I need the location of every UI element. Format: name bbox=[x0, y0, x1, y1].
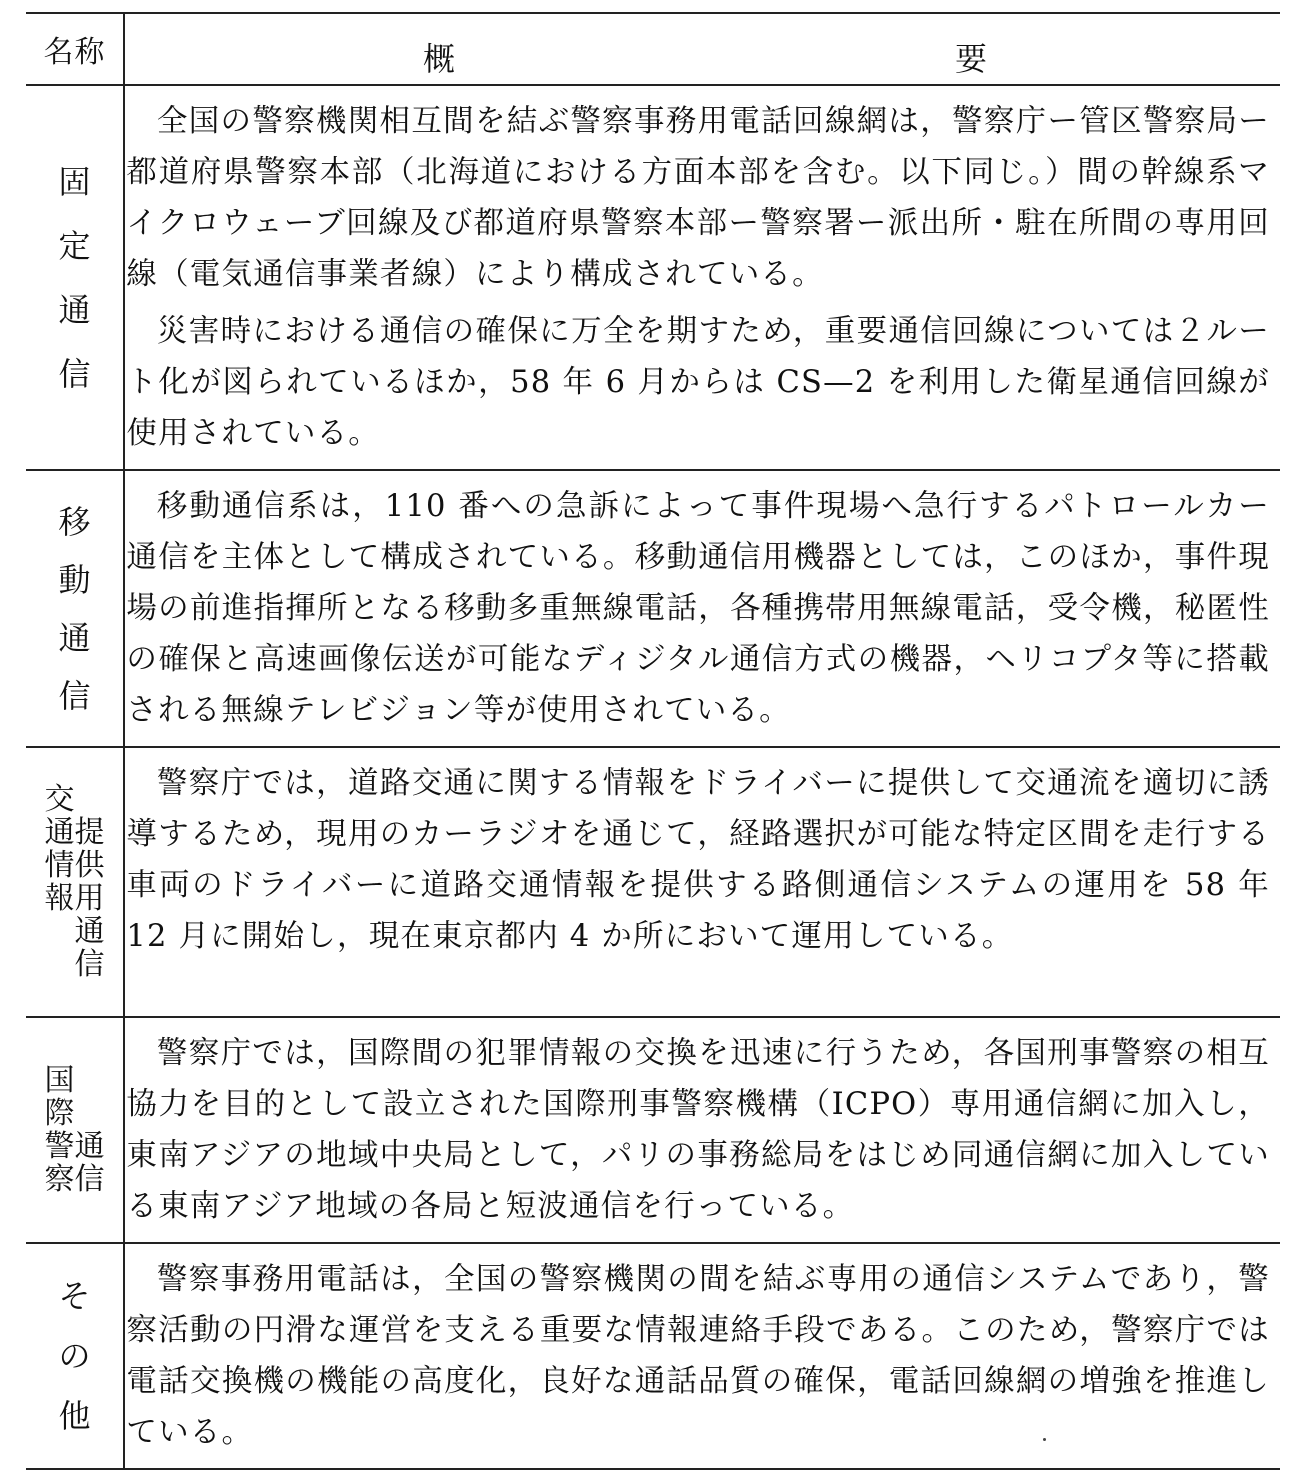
name-char: 報 bbox=[44, 881, 75, 916]
name-char: 通 bbox=[44, 815, 75, 850]
summary-paragraph: 警察事務用電話は，全国の警察機関の間を結ぶ専用の通信システムであり，警察活動の円滑な運営を支える重要な情報連絡手段である。このため，警察庁では電話交換機の機能の高度化，良好な通話品質の確保，電話回線網の増強を推進している。 bbox=[126, 1262, 1270, 1450]
summary-paragraph: 移動通信系は，110 番への急訴によって事件現場へ急行するパトロールカー通信を主体として構成されている。移動通信用機器としては，このほか，事件現場の前進指揮所となる移動多重無線電話，各種携帯用無線電話，受令機，秘匿性の確保と高速画像伝送が可能なディジタル通信方式の機器，ヘリコプタ等に搭載される無線テレビジョン等が使用されている。 bbox=[126, 489, 1270, 728]
name-char: 察 bbox=[44, 1162, 75, 1197]
name-char: 通 bbox=[74, 1129, 105, 1164]
name-char: 情 bbox=[44, 848, 75, 883]
name-char: 提 bbox=[74, 815, 105, 850]
row-summary bbox=[124, 1243, 1280, 1469]
summary-paragraph: 災害時における通信の確保に万全を期すため，重要通信回線については２ルート化が図られているほか，58 年 6 月からは CS—2 を利用した衛星通信回線が使用されている。 bbox=[126, 314, 1270, 451]
summary-paragraph: 警察庁では，国際間の犯罪情報の交換を迅速に行うため，各国刑事警察の相互協力を目的として設立された国際刑事警察機構（ICPO）専用通信網に加入し，東南アジアの地域中央局として，パリの事務総局をはじめ同通信網に加入している東南アジア地域の各局と短波通信を行っている。 bbox=[126, 1036, 1270, 1224]
row-name bbox=[26, 85, 124, 470]
header-name: 名称 bbox=[26, 13, 124, 85]
table-row-international-police-communication bbox=[26, 1017, 1280, 1243]
row-summary bbox=[124, 1017, 1280, 1243]
row-name bbox=[26, 1243, 124, 1469]
header-summary-char-2: 要 bbox=[955, 40, 988, 78]
communication-systems-table bbox=[26, 12, 1280, 1470]
name-char: 通 bbox=[58, 290, 91, 329]
name-char: の bbox=[58, 1337, 91, 1375]
name-char: 用 bbox=[74, 881, 105, 916]
name-char: 際 bbox=[44, 1096, 75, 1131]
row-name bbox=[26, 1017, 124, 1243]
table-row-mobile-communication bbox=[26, 470, 1280, 747]
name-char: 動 bbox=[58, 560, 91, 599]
table-header-row bbox=[26, 13, 1280, 85]
name-char: 信 bbox=[74, 1162, 105, 1197]
name-char: 定 bbox=[58, 226, 91, 265]
row-summary bbox=[124, 85, 1280, 470]
row-name bbox=[26, 747, 124, 1017]
name-char: 信 bbox=[58, 676, 91, 715]
scan-speck bbox=[1043, 1438, 1046, 1441]
name-char: 移 bbox=[58, 502, 91, 541]
name-char: 固 bbox=[58, 162, 91, 201]
name-char: 他 bbox=[58, 1397, 91, 1435]
header-summary-char-1: 概 bbox=[423, 40, 456, 78]
row-name bbox=[26, 470, 124, 747]
table-row-other bbox=[26, 1243, 1280, 1469]
summary-paragraph: 警察庁では，道路交通に関する情報をドライバーに提供して交通流を適切に誘導するため，現用のカーラジオを通じて，経路選択が可能な特定区間を走行する車両のドライバーに道路交通情報を提供する路側通信システムの運用を 58 年 12 月に開始し，現在東京都内 4 か所において運用している。 bbox=[126, 766, 1270, 954]
name-char: そ bbox=[58, 1277, 91, 1315]
name-char: 交 bbox=[44, 782, 75, 817]
name-char: 通 bbox=[74, 914, 105, 949]
name-char: 供 bbox=[74, 848, 105, 883]
row-summary bbox=[124, 470, 1280, 747]
name-char: 通 bbox=[58, 618, 91, 657]
header-summary bbox=[124, 13, 1280, 85]
name-char: 信 bbox=[74, 947, 105, 982]
table-row-traffic-info-communication bbox=[26, 747, 1280, 1017]
name-char: 国 bbox=[44, 1063, 75, 1098]
summary-paragraph: 全国の警察機関相互間を結ぶ警察事務用電話回線網は，警察庁ー管区警察局ー都道府県警察本部（北海道における方面本部を含む。以下同じ。）間の幹線系マイクロウェーブ回線及び都道府県警察本部ー警察署ー派出所・駐在所間の専用回線（電気通信事業者線）により構成されている。 bbox=[126, 104, 1270, 292]
table-row-fixed-communication bbox=[26, 85, 1280, 470]
name-char: 警 bbox=[44, 1129, 75, 1164]
name-char: 信 bbox=[58, 354, 91, 393]
row-summary bbox=[124, 747, 1280, 1017]
